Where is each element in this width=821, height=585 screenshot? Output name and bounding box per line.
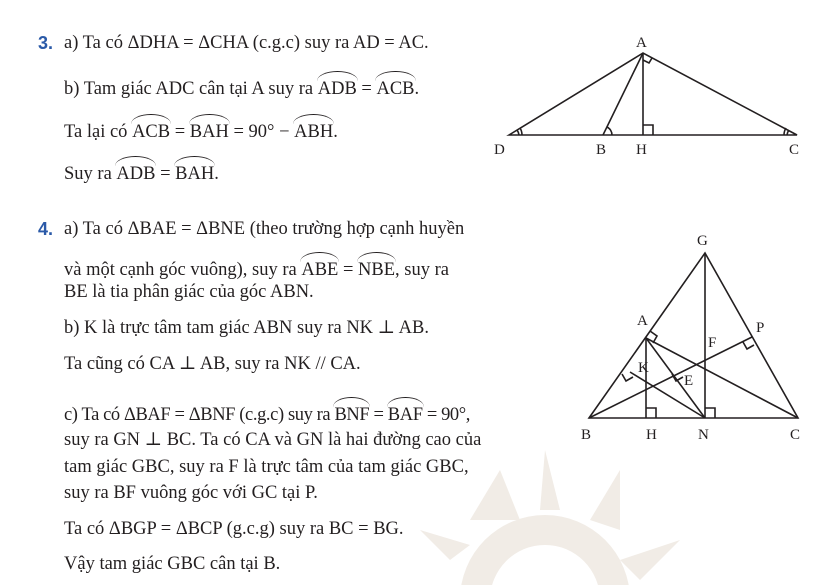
label-a: A	[637, 313, 648, 329]
label-k: K	[638, 360, 649, 376]
problem-4-a-line1: a) Ta có ΔBAE = ΔBNE (theo trường hợp cạnh huyền	[64, 219, 465, 239]
text: .	[333, 122, 338, 142]
angle-notation: BAH	[175, 159, 214, 186]
angle-notation: ADB	[318, 74, 357, 101]
label-h: H	[646, 427, 657, 443]
problem-4-b-line2: Ta cũng có CA ⊥ AB, suy ra NK // CA.	[64, 354, 361, 374]
angle-notation: BNF	[334, 400, 369, 427]
problem-4-c-line4: suy ra BF vuông góc với GC tại P.	[64, 483, 318, 503]
label-c: C	[789, 142, 800, 158]
label-h: H	[636, 142, 647, 158]
angle-notation: ABE	[301, 255, 338, 282]
label-c: C	[790, 427, 801, 443]
text: =	[373, 405, 384, 425]
angle-notation: NBE	[358, 255, 395, 282]
text: c) Ta có ΔBAF = ΔBNF (c.g.c) suy ra	[64, 405, 331, 425]
text: .	[214, 164, 219, 184]
problem-4-a-line3: BE là tia phân giác của góc ABN.	[64, 282, 314, 302]
text: Ta lại có	[64, 122, 128, 142]
text: = 90°,	[426, 405, 471, 425]
label-d: D	[494, 142, 505, 158]
angle-notation: ACB	[376, 74, 414, 101]
angle-notation: BAH	[190, 117, 229, 144]
problem-4-number: 4.	[38, 219, 54, 239]
text: và một cạnh góc vuông), suy ra	[64, 260, 297, 280]
segment-bp	[589, 337, 752, 418]
right-angle-mark-h	[646, 408, 656, 418]
angle-notation: BAF	[388, 400, 423, 427]
label-n: N	[698, 427, 709, 443]
right-angle-mark-k	[622, 374, 633, 381]
text: Suy ra	[64, 164, 112, 184]
problem-3-number: 3.	[38, 33, 54, 53]
label-a: A	[636, 35, 647, 51]
label-e: E	[684, 373, 694, 389]
problem-4-c-line3: tam giác GBC, suy ra F là trực tâm của tam giác GBC,	[64, 457, 469, 477]
label-p: P	[756, 320, 765, 336]
label-b: B	[596, 142, 607, 158]
angle-notation: ACB	[132, 117, 170, 144]
label-g: G	[697, 233, 708, 249]
right-angle-mark-n	[705, 408, 715, 418]
label-f: F	[708, 335, 717, 351]
text: =	[342, 260, 354, 280]
right-angle-mark-p	[743, 342, 754, 349]
triangle-gbc	[589, 253, 798, 418]
text: =	[174, 122, 186, 142]
segment-an	[646, 338, 705, 418]
text: = 90° −	[233, 122, 290, 142]
text: , suy ra	[395, 260, 449, 280]
problem-4-c-line5: Ta có ΔBGP = ΔBCP (g.c.g) suy ra BC = BG.	[64, 519, 404, 539]
problem-3-part-a: a) Ta có ΔDHA = ΔCHA (c.g.c) suy ra AD = AC.	[64, 33, 429, 53]
text: .	[414, 79, 420, 99]
problem-4-c-line6: Vậy tam giác GBC cân tại B.	[64, 554, 281, 574]
problem-4-c-line2: suy ra GN ⊥ BC. Ta có CA và GN là hai đường cao của	[64, 430, 482, 450]
text: =	[160, 164, 171, 184]
text: =	[361, 79, 372, 99]
angle-notation: ABH	[294, 117, 333, 144]
label-b: B	[581, 427, 592, 443]
angle-notation: ADB	[116, 159, 155, 186]
text: b) Tam giác ADC cân tại A suy ra	[64, 79, 314, 99]
problem-4-b-line1: b) K là trực tâm tam giác ABN suy ra NK ⊥ AB.	[64, 318, 429, 338]
